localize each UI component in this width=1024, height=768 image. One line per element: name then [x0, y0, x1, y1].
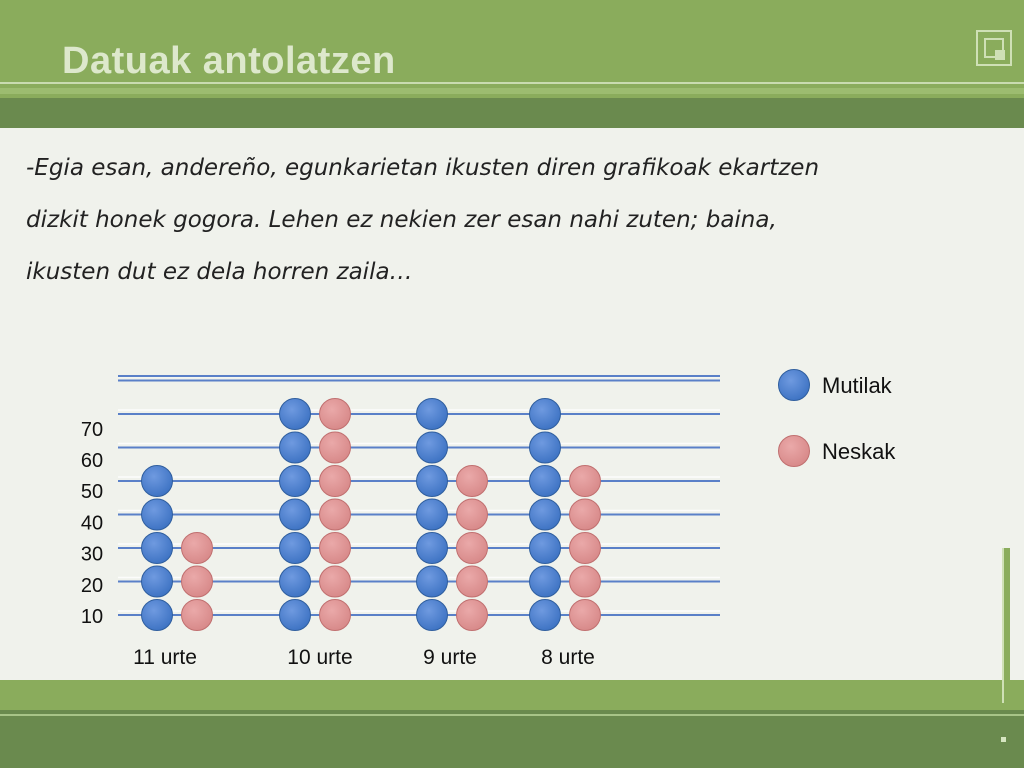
girl-symbol [320, 399, 351, 430]
girl-symbol [570, 466, 601, 497]
text-line: ikusten dut ez dela horren zaila… [26, 259, 413, 285]
y-tick-label: 10 [80, 606, 104, 628]
girl-symbol [320, 466, 351, 497]
y-tick-label: 40 [80, 512, 104, 535]
girl-symbol [457, 566, 488, 597]
legend-label: Neskak [822, 439, 896, 464]
boy-symbol [530, 600, 561, 631]
girl-symbol [457, 600, 488, 631]
boy-symbol [417, 399, 448, 430]
text-line: -Egia esan, andereño, egunkarietan ikusten diren grafikoak ekartzen [26, 155, 820, 181]
boy-symbol [142, 533, 173, 564]
corner-dot [1001, 737, 1006, 742]
legend-boy-symbol [779, 370, 810, 401]
boy-symbol [530, 533, 561, 564]
category-label: 11 urte [133, 646, 197, 669]
boy-symbol [280, 399, 311, 430]
girl-symbol [570, 600, 601, 631]
girl-symbol [182, 533, 213, 564]
boy-symbol [417, 600, 448, 631]
boy-symbol [280, 466, 311, 497]
text-line: dizkit honek gogora. Lehen ez nekien zer esan nahi zuten; baina, [26, 207, 777, 233]
girl-symbol [570, 499, 601, 530]
girl-symbol [320, 499, 351, 530]
girl-symbol [457, 533, 488, 564]
boy-symbol [142, 600, 173, 631]
girl-symbol [182, 600, 213, 631]
boy-symbol [530, 466, 561, 497]
girl-symbol [457, 499, 488, 530]
boy-symbol [530, 432, 561, 463]
boy-symbol [417, 533, 448, 564]
boy-symbol [417, 466, 448, 497]
boy-symbol [530, 499, 561, 530]
boy-symbol [417, 499, 448, 530]
girl-symbol [182, 566, 213, 597]
girl-symbol [457, 466, 488, 497]
y-tick-label: 50 [80, 481, 104, 504]
y-tick-label: 20 [80, 574, 104, 597]
boy-symbol [142, 499, 173, 530]
footer-band [0, 680, 1024, 768]
boy-symbol [530, 566, 561, 597]
boy-symbol [530, 399, 561, 430]
y-tick-label: 70 [80, 418, 104, 441]
side-decoration [1002, 548, 1010, 703]
legend-girl-symbol [779, 436, 810, 467]
boy-symbol [280, 566, 311, 597]
boy-symbol [142, 566, 173, 597]
slide-title: Datuak antolatzen [62, 40, 396, 82]
category-label: 9 urte [423, 646, 477, 669]
footer-light-strip [0, 680, 1024, 710]
boy-symbol [280, 499, 311, 530]
y-tick-label: 30 [80, 543, 104, 566]
girl-symbol [320, 533, 351, 564]
girl-symbol [570, 566, 601, 597]
girl-symbol [320, 432, 351, 463]
boy-symbol [417, 432, 448, 463]
girl-symbol [570, 533, 601, 564]
boy-symbol [142, 466, 173, 497]
boy-symbol [417, 566, 448, 597]
category-label: 8 urte [541, 646, 595, 669]
category-label: 10 urte [287, 646, 353, 669]
boy-symbol [280, 600, 311, 631]
y-tick-label: 60 [80, 450, 104, 472]
legend-label: Mutilak [822, 373, 892, 398]
girl-symbol [320, 600, 351, 631]
footer-stripe [0, 714, 1024, 716]
boy-symbol [280, 432, 311, 463]
girl-symbol [320, 566, 351, 597]
boy-symbol [280, 533, 311, 564]
